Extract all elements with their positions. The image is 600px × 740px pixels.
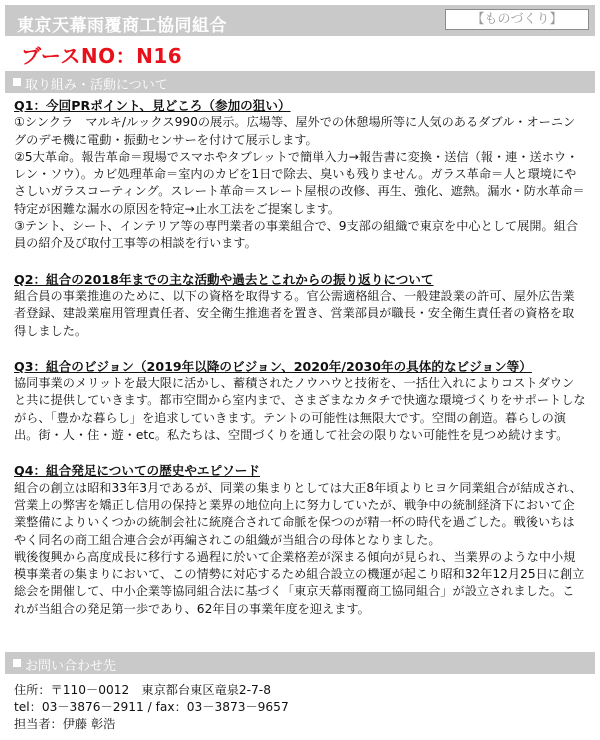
question-title: Q4：組合発足についての歴史やエピソード [14, 463, 260, 479]
answer-paragraph: 戦後復興から高度成長に移行する過程に於いて企業格差が深まる傾向が見られ、当業界のような中小規模事業者の集まりにおいて、この情勢に対応するため組合設立の機運が起こり昭和32年12月25日に創立総会を開催して、中小企業等協同組合法に基づく「東京天幕雨覆商工協同組合」が設立されました。これが当組合の発足第一歩であり、62年目の事業年度を迎えます。 [14, 549, 585, 616]
answer-paragraph: 協同事業のメリットを最大限に活かし、蓄積されたノウハウと技術を、一括仕入れによりコストダウンと共に提供していきます。都市空間から室内まで、さまざまなカタチで快適な環境づくりをサポートしながら、「豊かな暮らし」を追求していきます。テントの可能性は無限大です。空間の創造。暮らしの演出。街・人・住・遊・etc。私たちは、空間づくりを通して社会の限りない可能性を見つめ続けます。 [14, 376, 586, 443]
contact-address: 住所：〒110－0012 東京都台東区竜泉2-7-8 [14, 683, 271, 697]
square-bullet-icon [13, 659, 21, 667]
question-block-q3 [14, 358, 586, 444]
question-title: Q3：組合のビジョン（2019年以降のビジョン、2020年/2030年の具体的なビジョン等） [14, 358, 532, 374]
question-title: Q1：今回PRポイント、見どころ（参加の狙い） [14, 98, 291, 113]
section-heading: 取り組み・活動について [25, 78, 168, 93]
section-header-activities [5, 71, 595, 93]
contact-block [14, 682, 289, 733]
answer-item: ②5大革命。報告革命＝現場でスマホやタブレットで簡単入力→報告書に変換・送信（報・連・送ホウ・レン・ソウ）。カビ処理革命＝室内のカビを1日で除去、臭いも残りません。ガラス革命＝人と環境にやさしいガラスコーティング。スレート革命＝スレート屋根の改修、再生、強化、遮熱。漏水・防水革命＝特定が困難な漏水の原因を特定→止水工法をご提案します。 [14, 149, 585, 216]
answer-paragraph: 組合の創立は昭和33年3月であるが、同業の集まりとしては大正8年頃よりヒヨケ同業組合が結成され、営業上の弊害を矯正し信用の保持と業界の地位向上に努力していたが、戦争中の統制経済下において企業整備によりいくつかの統制会社に統廃合されて命脈を保つのが精一杯の時代を過ごした。戦後いちはやく同名の商工組合連合会が再編されこの組織が当組合の母体となりました。 [14, 480, 582, 547]
section-heading: お問い合わせ先 [25, 659, 117, 674]
activities-content [14, 97, 586, 636]
question-block-q1 [14, 97, 586, 253]
booth-number: ブースNO：N16 [21, 44, 183, 68]
answer-paragraph: 組合員の事業推進のために、以下の資格を取得する。官公需適格組合、一般建設業の許可、屋外広告業者登録、建設業雇用管理責任者、安全衛生推進者を置き、営業部員が職長・安全衛生責任者の資格を取得しました。 [14, 288, 575, 338]
question-block-q2 [14, 271, 586, 340]
question-block-q4 [14, 462, 586, 618]
category-tag: 【ものづくり】 [445, 9, 589, 30]
section-header-contact [5, 652, 595, 674]
answer-item: ③テント、シート、インテリア等の専門業者の事業組合で、9支部の組織で東京を中心として展開。組合員の紹介及び取付工事等の相談を行います。 [14, 219, 579, 251]
contact-phone-fax: tel：03－3876－2911 / fax：03－3873－9657 [14, 700, 289, 714]
contact-person: 担当者：伊藤 彰浩 [14, 717, 116, 731]
question-title: Q2：組合の2018年までの主な活動や過去とこれからの振り返りについて [14, 271, 434, 287]
answer-item: ①シンクラ マルキ/ルックス990の展示。広場等、屋外での休憩場所等に人気のあるダブル・オーニングのデモ機に電動・振動センサーを付けて展示します。 [14, 115, 576, 147]
organization-name: 東京天幕雨覆商工協同組合 [17, 16, 227, 36]
square-bullet-icon [13, 78, 21, 86]
answer-list [14, 114, 586, 252]
header-bar [5, 5, 595, 36]
